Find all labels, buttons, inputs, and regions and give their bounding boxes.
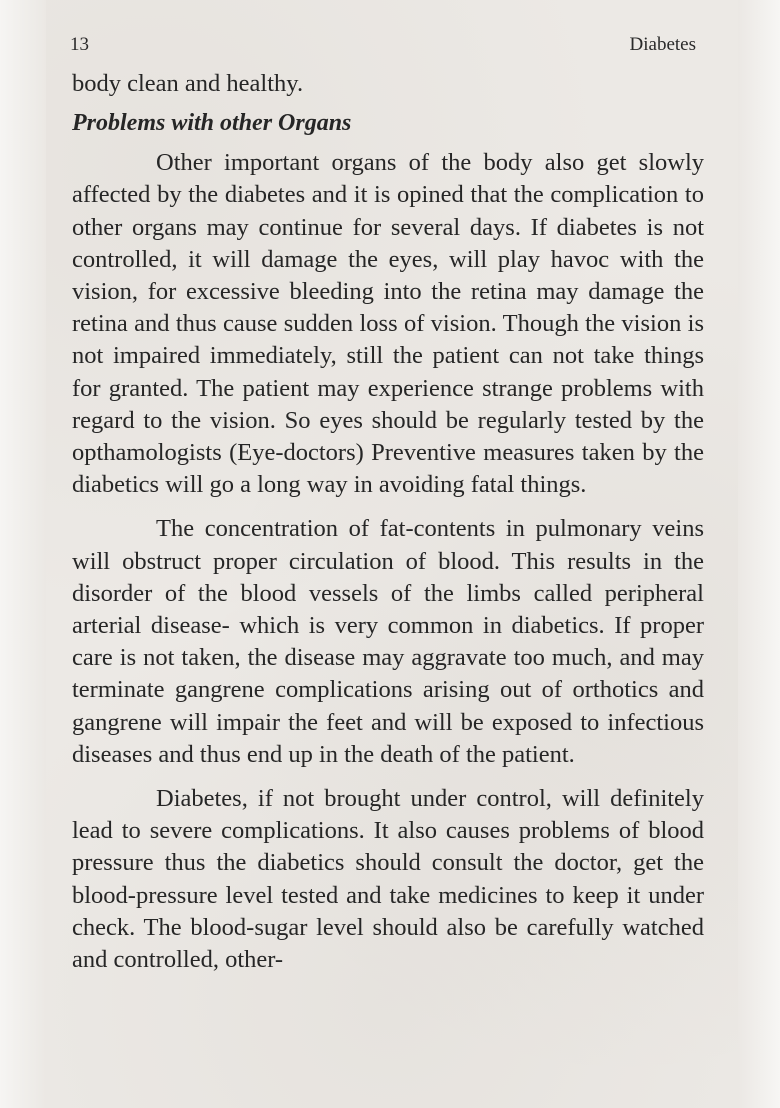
running-title: Diabetes	[629, 34, 696, 55]
continuation-line: body clean and healthy.	[72, 70, 304, 97]
paragraph-eyes: Other important organs of the body also get slowly affected by the diabetes and it is opined that the complication to other organs may continue for several days. If diabetes is not controlled, it will damage the eyes, will play havoc with the vision, for excessive bleeding into the retina may damage the retina and thus cause sudden loss of vision. Though the vision is not impaired immediately, still the patient can not take things for granted. The patient may experience strange problems with regard to the vision. So eyes should be regularly tested by the opthamologists (Eye-doctors) Preventive measures taken by the diabetics will go a long way in avoiding fatal things.	[72, 149, 704, 499]
page-number: 13	[70, 34, 89, 55]
page-right-margin	[738, 0, 780, 1108]
page-header	[70, 34, 696, 58]
page-left-margin	[0, 0, 46, 1108]
body-text	[72, 68, 704, 976]
paragraph-circulation: The concentration of fat-contents in pulmonary veins will obstruct proper circulation of blood. This results in the disorder of the blood vessels of the limbs called peripheral arterial disease- which is very common in diabetics. If proper care is not taken, the disease may aggravate too much, and may terminate gangrene complications arising out of orthotics and gangrene will impair the feet and will be exposed to infectious diseases and thus end up in the death of the patient.	[72, 515, 704, 768]
paragraph-blood-pressure: Diabetes, if not brought under control, will definitely lead to severe complications. It also causes problems of blood pressure thus the diabetics should consult the doctor, get the blood-pressure level tested and take medicines to keep it under check. The blood-sugar level should also be carefully watched and controlled, other-	[72, 785, 704, 974]
section-heading: Problems with other Organs	[72, 110, 352, 137]
